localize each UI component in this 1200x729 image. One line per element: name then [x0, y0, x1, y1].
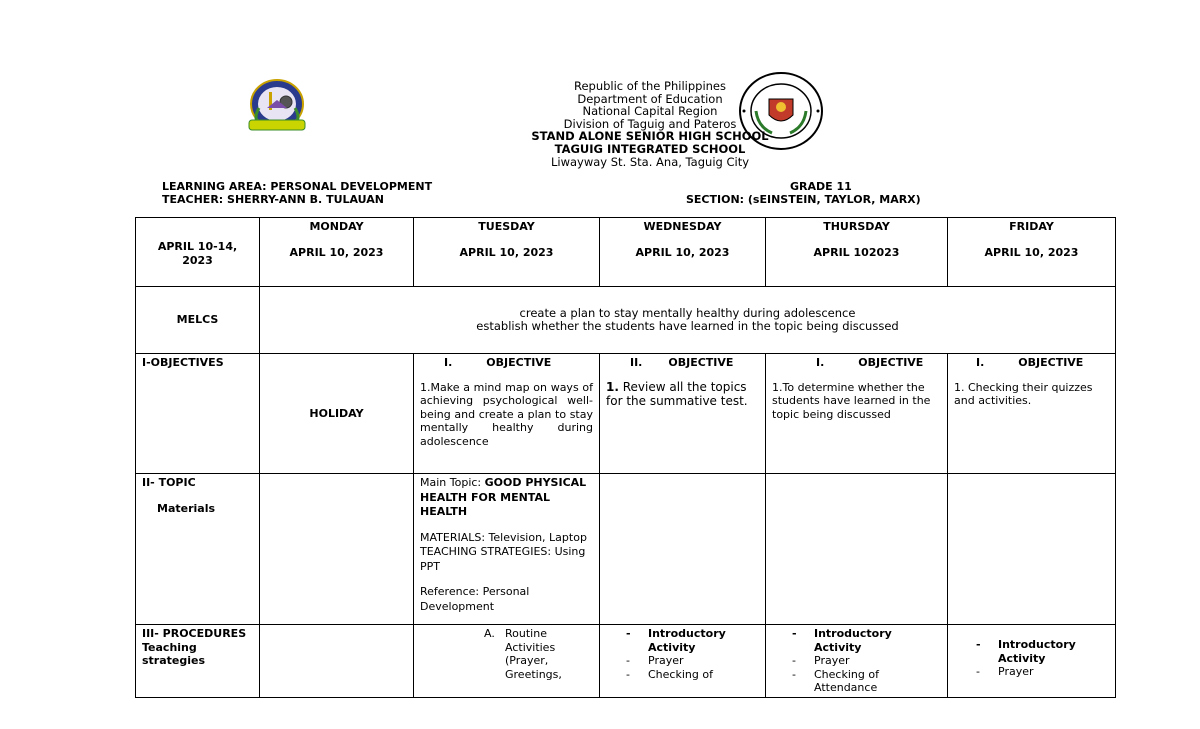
objective-cell-wednesday [600, 354, 766, 474]
procedure-letter: A. [484, 627, 495, 640]
topic-cell-friday [948, 474, 1116, 625]
daily-lesson-log-table [135, 217, 1116, 698]
holiday-cell [260, 354, 414, 474]
objective-heading [420, 356, 593, 370]
procedures-cell-monday [260, 625, 414, 698]
list-item [976, 665, 1109, 679]
melcs-line-2: establish whether the students have learned in the topic being discussed [476, 319, 899, 333]
procedure-list [954, 638, 1109, 679]
header-school-2: TAGUIG INTEGRATED SCHOOL [554, 141, 746, 156]
topic-reference: Reference: Personal Development [420, 585, 530, 613]
meta-left [162, 181, 432, 206]
dash-bullet: - [792, 667, 796, 681]
table-row-melcs [136, 287, 1116, 354]
objective-body: Review all the topics for the summative test. [606, 379, 748, 408]
table-row-topic [136, 474, 1116, 625]
list-item [976, 638, 1109, 665]
procedure-item-text: Prayer [648, 654, 684, 667]
objective-text [606, 380, 759, 409]
objective-heading [772, 356, 941, 370]
topic-label: II- TOPIC [142, 476, 196, 489]
day-cell-tuesday [414, 218, 600, 287]
objective-heading [954, 356, 1109, 370]
procedures-cell-tuesday [414, 625, 600, 698]
day-date: APRIL 10, 2023 [984, 245, 1079, 259]
day-name: FRIDAY [1009, 220, 1054, 233]
main-topic-label: Main Topic: [420, 476, 485, 489]
objective-number-bold: 1. [606, 379, 619, 394]
document-header [450, 80, 850, 168]
objective-text: 1. Checking their quizzes and activities. [954, 380, 1093, 407]
procedures-cell-wednesday [600, 625, 766, 698]
topic-cell-thursday [766, 474, 948, 625]
day-cell-monday [260, 218, 414, 287]
learning-area-value: : PERSONAL DEVELOPMENT [262, 180, 433, 193]
day-cell-thursday [766, 218, 948, 287]
day-name: THURSDAY [823, 220, 890, 233]
teacher-name: TEACHER: SHERRY-ANN B. TULAUAN [162, 192, 384, 206]
day-date: APRIL 10, 2023 [635, 245, 730, 259]
dash-bullet: - [792, 654, 796, 667]
objective-title: OBJECTIVE [668, 356, 734, 369]
objective-cell-friday [948, 354, 1116, 474]
main-topic-value: GOOD PHYSICAL HEALTH FOR MENTAL HEALTH [420, 476, 587, 518]
table-row-objectives [136, 354, 1116, 474]
melcs-label: MELCS [176, 313, 219, 327]
day-date: APRIL 102023 [813, 245, 900, 259]
dash-bullet: - [626, 667, 630, 681]
materials-label: Materials [157, 501, 216, 515]
school-logo-left [245, 78, 309, 136]
header-address: Liwayway St. Sta. Ana, Taguig City [550, 154, 750, 169]
procedure-list [606, 627, 759, 681]
day-cell-wednesday [600, 218, 766, 287]
topic-cell-monday [260, 474, 414, 625]
procedure-item-text: Checking of [648, 667, 713, 681]
list-item [626, 668, 759, 682]
dash-bullet: - [626, 627, 631, 640]
day-name: MONDAY [309, 220, 364, 233]
holiday-label: HOLIDAY [309, 406, 364, 420]
procedure-item-text: Prayer [998, 665, 1034, 678]
table-row-days [136, 218, 1116, 287]
objectives-label: I-OBJECTIVES [142, 356, 224, 369]
procedure-item-text: Introductory Activity [998, 638, 1076, 665]
teaching-strategies-label: Teaching strategies [142, 640, 206, 667]
grade-level: GRADE 11 [790, 180, 852, 193]
learning-area-label: LEARNING AREA [162, 180, 263, 193]
topic-strategies: TEACHING STRATEGIES: Using PPT [420, 545, 586, 573]
header-region: National Capital Region [582, 104, 718, 119]
objective-number: I. [816, 356, 825, 369]
list-item [792, 654, 941, 668]
procedure-item-text: Checking of Attendance [814, 667, 879, 694]
header-deped: Department of Education [577, 91, 723, 106]
procedure-item [420, 627, 593, 681]
list-item [792, 668, 941, 695]
objective-heading [606, 356, 759, 370]
topic-materials: MATERIALS: Television, Laptop [420, 530, 587, 544]
list-item [626, 654, 759, 668]
procedures-label-cell [136, 625, 260, 698]
objective-title: OBJECTIVE [486, 356, 552, 369]
list-item [792, 627, 941, 654]
procedure-item-text: Introductory Activity [814, 627, 892, 654]
dash-bullet: - [976, 638, 981, 651]
table-row-procedures [136, 625, 1116, 698]
meta-right [686, 181, 926, 206]
day-date: APRIL 10, 2023 [459, 245, 554, 259]
objective-number: I. [976, 356, 985, 369]
objective-title: OBJECTIVE [858, 356, 924, 369]
objective-text: 1.Make a mind map on ways of achieving psychological well-being and create a plan to stay mentally healthy during adolescence [420, 380, 593, 448]
week-cell [136, 218, 260, 287]
list-item [626, 627, 759, 654]
procedure-text: Routine Activities (Prayer, Greetings, [505, 627, 562, 681]
objective-cell-tuesday [414, 354, 600, 474]
day-name: WEDNESDAY [643, 220, 722, 233]
topic-cell-tuesday [414, 474, 600, 625]
melcs-label-cell [136, 287, 260, 354]
header-division: Division of Taguig and Pateros [563, 116, 737, 131]
day-cell-friday [948, 218, 1116, 287]
topic-label-cell [136, 474, 260, 625]
header-republic: Republic of the Philippines [573, 79, 727, 93]
procedures-label: III- PROCEDURES [142, 627, 247, 640]
objectives-label-cell [136, 354, 260, 474]
melcs-line-1: create a plan to stay mentally healthy during adolescence [519, 305, 856, 320]
section-name: SECTION: (sEINSTEIN, TAYLOR, MARX) [686, 192, 921, 206]
procedures-cell-thursday [766, 625, 948, 698]
procedure-list [772, 627, 941, 695]
learning-area [162, 181, 432, 194]
header-school-1: STAND ALONE SENIOR HIGH SCHOOL [531, 129, 769, 144]
topic-cell-wednesday [600, 474, 766, 625]
dash-bullet: - [626, 654, 630, 667]
week-label: APRIL 10-14, 2023 [157, 240, 238, 267]
procedures-cell-friday [948, 625, 1116, 698]
objective-cell-thursday [766, 354, 948, 474]
procedure-item-text: Prayer [814, 654, 850, 667]
procedure-item-text: Introductory Activity [648, 627, 726, 654]
main-topic [420, 476, 593, 520]
dash-bullet: - [976, 665, 980, 678]
day-date: APRIL 10, 2023 [289, 245, 384, 259]
melcs-content-cell [260, 287, 1116, 354]
objective-text: 1.To determine whether the students have learned in the topic being discussed [772, 380, 931, 421]
objective-number: I. [444, 356, 453, 369]
dash-bullet: - [792, 627, 797, 640]
day-name: TUESDAY [478, 220, 535, 233]
objective-number: II. [630, 356, 643, 369]
objective-title: OBJECTIVE [1018, 356, 1084, 369]
